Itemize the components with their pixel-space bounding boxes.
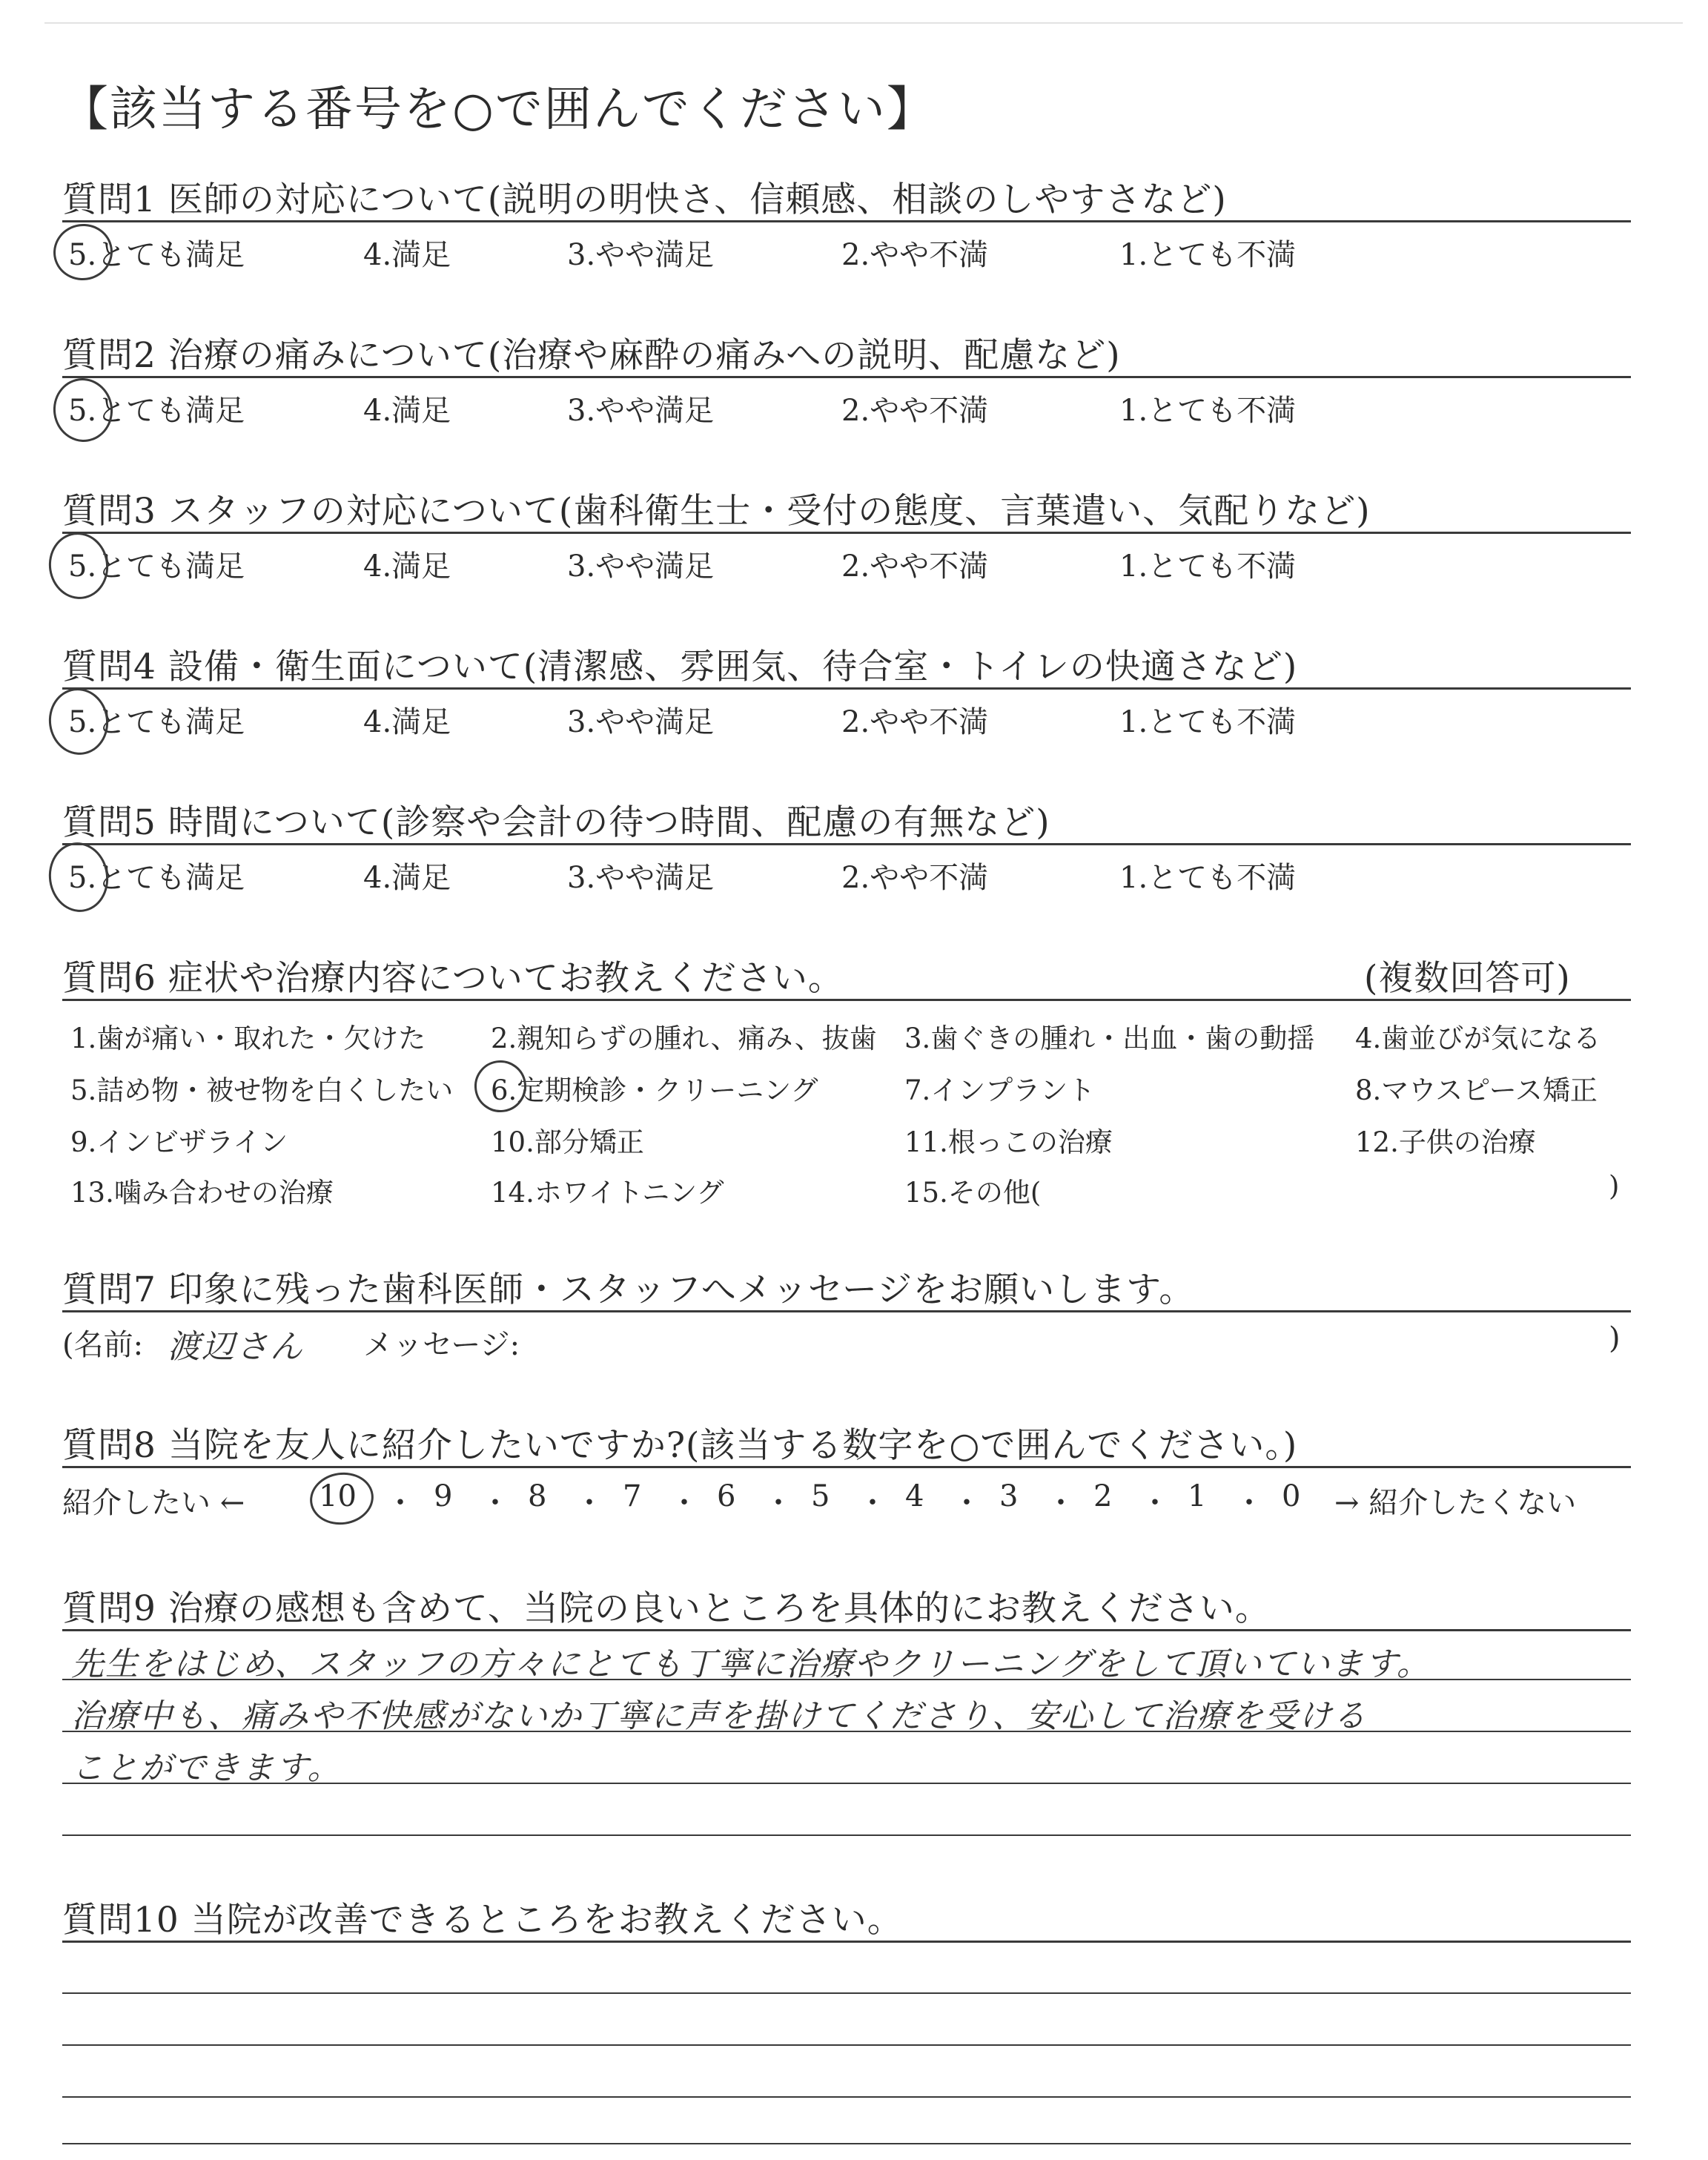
answer-rule (62, 2143, 1631, 2144)
symptom-option-1[interactable]: 1.歯が痛い・取れた・欠けた (70, 1023, 426, 1054)
selection-circle-mark (44, 684, 113, 759)
scale-dot: ・ (1234, 1486, 1264, 1520)
form-title: 【該当する番号を○で囲んでください】 (61, 82, 936, 137)
answer-rule (62, 1992, 1631, 1994)
question-8-rule (62, 1466, 1631, 1468)
handwritten-name[interactable]: 渡辺さん (168, 1328, 304, 1366)
question-1-title: 質問1 医師の対応について(説明の明快さ、信頼感、相談のしやすさなど) (62, 179, 1227, 220)
scale-dot: ・ (952, 1486, 982, 1520)
question-2-title: 質問2 治療の痛みについて(治療や麻酔の痛みへの説明、配慮など) (62, 335, 1121, 376)
scale-2[interactable]: 2 (1093, 1479, 1113, 1513)
symptom-option-4[interactable]: 4.歯並びが気になる (1355, 1023, 1601, 1054)
scale-5[interactable]: 5 (811, 1479, 830, 1513)
scale-3[interactable]: 3 (999, 1479, 1019, 1513)
scale-dot: ・ (1140, 1486, 1170, 1520)
rating-option-3[interactable]: 3.やや満足 (567, 238, 715, 272)
scale-6[interactable]: 6 (717, 1479, 736, 1513)
name-label: (名前: (62, 1328, 144, 1362)
question-7-rule (62, 1310, 1631, 1312)
scale-dot: ・ (669, 1486, 699, 1520)
answer-rule (62, 1834, 1631, 1836)
rating-option-1[interactable]: 1.とても不満 (1119, 394, 1297, 428)
selection-circle-mark (49, 374, 116, 446)
rating-option-1[interactable]: 1.とても不満 (1119, 549, 1297, 584)
question-10-title: 質問10 当院が改善できるところをお教えください。 (62, 1900, 903, 1941)
scale-1[interactable]: 1 (1188, 1479, 1207, 1513)
symptom-option-13[interactable]: 13.噛み合わせの治療 (70, 1177, 334, 1209)
question-8-title: 質問8 当院を友人に紹介したいですか?(該当する数字を○で囲んでください。) (62, 1425, 1298, 1466)
question-9-rule (62, 1629, 1631, 1631)
scale-9[interactable]: 9 (434, 1479, 453, 1513)
scale-dot: ・ (1046, 1486, 1076, 1520)
rating-option-5[interactable]: 5.とても満足 (68, 549, 245, 584)
answer-rule (62, 1679, 1631, 1680)
question-5-rule (62, 843, 1631, 845)
rating-option-2[interactable]: 2.やや不満 (841, 549, 989, 584)
symptom-option-2[interactable]: 2.親知らずの腫れ、痛み、抜歯 (491, 1023, 877, 1054)
symptom-option-15[interactable]: 15.その他( (904, 1177, 1042, 1209)
selection-circle-mark (44, 529, 113, 603)
symptom-option-6[interactable]: 6.定期検診・クリーニング (491, 1074, 818, 1106)
question-9-title: 質問9 治療の感想も含めて、当院の良いところを具体的にお教えください。 (62, 1588, 1271, 1629)
question-7-title: 質問7 印象に残った歯科医師・スタッフへメッセージをお願いします。 (62, 1269, 1195, 1310)
answer-rule (62, 2096, 1631, 2098)
question-2-rule (62, 376, 1631, 378)
answer-line-2[interactable]: 治療中も、痛みや不快感がないか丁寧に声を掛けてくださり、安心して治療を受ける (71, 1697, 1367, 1735)
rating-option-1[interactable]: 1.とても不満 (1119, 705, 1297, 739)
scale-dot: ・ (385, 1486, 415, 1520)
answer-line-3[interactable]: ことができます。 (71, 1749, 342, 1787)
scale-10[interactable]: 10 (319, 1479, 357, 1513)
symptom-option-12[interactable]: 12.子供の治療 (1355, 1126, 1536, 1158)
recommend-left-label: 紹介したい ← (62, 1486, 245, 1520)
rating-option-5[interactable]: 5.とても満足 (68, 705, 245, 739)
rating-option-4[interactable]: 4.満足 (363, 861, 451, 895)
symptom-option-14[interactable]: 14.ホワイトニング (491, 1177, 724, 1209)
message-close-paren: ) (1609, 1321, 1621, 1355)
question-3-title: 質問3 スタッフの対応について(歯科衛生士・受付の態度、言葉遣い、気配りなど) (62, 491, 1371, 532)
selection-circle-mark (50, 220, 116, 284)
question-10-rule (62, 1941, 1631, 1943)
rating-option-1[interactable]: 1.とても不満 (1119, 238, 1297, 272)
symptom-option-7[interactable]: 7.インプラント (904, 1074, 1096, 1106)
scale-4[interactable]: 4 (905, 1479, 924, 1513)
answer-rule (62, 1731, 1631, 1732)
symptom-option-8[interactable]: 8.マウスピース矯正 (1355, 1074, 1598, 1106)
scale-dot: ・ (480, 1486, 510, 1520)
scan-edge-line (44, 22, 1683, 24)
symptom-option-9[interactable]: 9.インビザライン (70, 1126, 288, 1158)
rating-option-3[interactable]: 3.やや満足 (567, 861, 715, 895)
answer-rule (62, 2044, 1631, 2046)
rating-option-4[interactable]: 4.満足 (363, 549, 451, 584)
rating-option-5[interactable]: 5.とても満足 (68, 238, 245, 272)
question-4-rule (62, 687, 1631, 690)
symptom-option-11[interactable]: 11.根っこの治療 (904, 1126, 1113, 1158)
message-label: メッセージ: (363, 1328, 520, 1362)
rating-option-2[interactable]: 2.やや不満 (841, 394, 989, 428)
scale-dot: ・ (858, 1486, 887, 1520)
symptom-option-5[interactable]: 5.詰め物・被せ物を白くしたい (70, 1074, 454, 1106)
rating-option-2[interactable]: 2.やや不満 (841, 861, 989, 895)
rating-option-5[interactable]: 5.とても満足 (68, 861, 245, 895)
question-6-note: (複数回答可) (1364, 958, 1571, 999)
answer-line-1[interactable]: 先生をはじめ、スタッフの方々にとても丁寧に治療やクリーニングをして頂いています。 (71, 1645, 1431, 1683)
rating-option-4[interactable]: 4.満足 (363, 705, 451, 739)
symptom-option-10[interactable]: 10.部分矯正 (491, 1126, 644, 1158)
scale-dot: ・ (575, 1486, 604, 1520)
question-6-title: 質問6 症状や治療内容についてお教えください。 (62, 958, 844, 999)
rating-option-2[interactable]: 2.やや不満 (841, 238, 989, 272)
rating-option-4[interactable]: 4.満足 (363, 394, 451, 428)
scale-8[interactable]: 8 (528, 1479, 547, 1513)
rating-option-5[interactable]: 5.とても満足 (68, 394, 245, 428)
rating-option-2[interactable]: 2.やや不満 (841, 705, 989, 739)
selection-circle-mark (307, 1468, 377, 1528)
answer-rule (62, 1783, 1631, 1784)
scale-dot: ・ (764, 1486, 793, 1520)
rating-option-3[interactable]: 3.やや満足 (567, 394, 715, 428)
recommend-right-label: → 紹介したくない (1334, 1486, 1577, 1520)
rating-option-4[interactable]: 4.満足 (363, 238, 451, 272)
rating-option-3[interactable]: 3.やや満足 (567, 705, 715, 739)
other-close-paren: ) (1609, 1170, 1620, 1202)
question-6-rule (62, 999, 1631, 1001)
question-1-rule (62, 220, 1631, 222)
question-4-title: 質問4 設備・衛生面について(清潔感、雰囲気、待合室・トイレの快適さなど) (62, 647, 1298, 687)
scale-0[interactable]: 0 (1282, 1479, 1301, 1513)
question-3-rule (62, 532, 1631, 534)
rating-option-1[interactable]: 1.とても不満 (1119, 861, 1297, 895)
rating-option-3[interactable]: 3.やや満足 (567, 549, 715, 584)
question-5-title: 質問5 時間について(診察や会計の待つ時間、配慮の有無など) (62, 802, 1050, 843)
selection-circle-mark (44, 839, 113, 916)
symptom-option-3[interactable]: 3.歯ぐきの腫れ・出血・歯の動揺 (904, 1023, 1315, 1054)
scale-7[interactable]: 7 (623, 1479, 642, 1513)
